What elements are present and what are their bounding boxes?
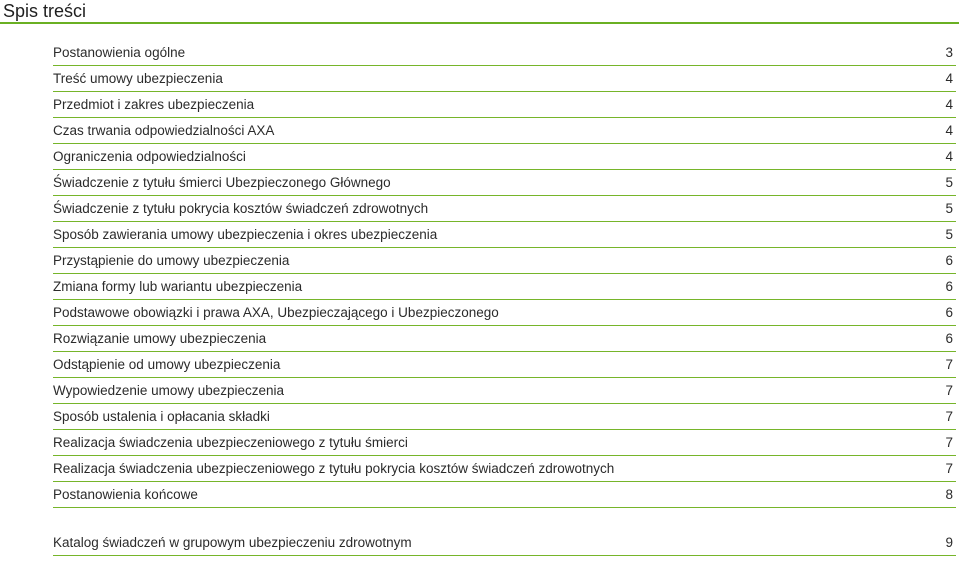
toc-entry-page: 3 bbox=[945, 45, 953, 60]
toc-entry-page: 4 bbox=[945, 97, 953, 112]
toc-entry-title: Postanowienia końcowe bbox=[53, 487, 198, 502]
toc-entry-title: Świadczenie z tytułu śmierci Ubezpieczonego Głównego bbox=[53, 175, 391, 190]
toc-entry-zmiana-formy[interactable] bbox=[53, 274, 956, 300]
toc-entry-page: 6 bbox=[945, 305, 953, 320]
toc-entry-title: Treść umowy ubezpieczenia bbox=[53, 71, 223, 86]
toc-entry-postanowienia-ogolne[interactable] bbox=[53, 40, 956, 66]
toc-entry-title: Podstawowe obowiązki i prawa AXA, Ubezpieczającego i Ubezpieczonego bbox=[53, 305, 499, 320]
toc-entry-title: Ograniczenia odpowiedzialności bbox=[53, 149, 246, 164]
table-of-contents-appendix bbox=[53, 530, 956, 556]
toc-entry-title: Odstąpienie od umowy ubezpieczenia bbox=[53, 357, 281, 372]
toc-entry-page: 5 bbox=[945, 227, 953, 242]
table-of-contents bbox=[53, 40, 956, 508]
toc-entry-title: Wypowiedzenie umowy ubezpieczenia bbox=[53, 383, 285, 398]
toc-entry-page: 4 bbox=[945, 149, 953, 164]
toc-entry-page: 7 bbox=[945, 357, 953, 372]
toc-entry-czas-trwania[interactable] bbox=[53, 118, 956, 144]
toc-entry-title: Czas trwania odpowiedzialności AXA bbox=[53, 123, 275, 138]
toc-entry-przedmiot-i-zakres[interactable] bbox=[53, 92, 956, 118]
toc-entry-postanowienia-koncowe[interactable] bbox=[53, 482, 956, 508]
toc-entry-page: 7 bbox=[945, 461, 953, 476]
toc-entry-wypowiedzenie[interactable] bbox=[53, 378, 956, 404]
toc-entry-title: Katalog świadczeń w grupowym ubezpieczeniu zdrowotnym bbox=[53, 535, 412, 550]
toc-entry-title: Realizacja świadczenia ubezpieczeniowego z tytułu śmierci bbox=[53, 435, 408, 450]
toc-entry-skladka[interactable] bbox=[53, 404, 956, 430]
toc-entry-rozwiazanie[interactable] bbox=[53, 326, 956, 352]
toc-entry-page: 6 bbox=[945, 331, 953, 346]
toc-entry-page: 5 bbox=[945, 201, 953, 216]
toc-entry-realizacja-kosztow[interactable] bbox=[53, 456, 956, 482]
toc-entry-sposob-zawierania[interactable] bbox=[53, 222, 956, 248]
toc-entry-ograniczenia[interactable] bbox=[53, 144, 956, 170]
toc-entry-title: Zmiana formy lub wariantu ubezpieczenia bbox=[53, 279, 303, 294]
toc-entry-title: Przedmiot i zakres ubezpieczenia bbox=[53, 97, 255, 112]
toc-entry-obowiazki-i-prawa[interactable] bbox=[53, 300, 956, 326]
toc-entry-swiadczenie-smierci[interactable] bbox=[53, 170, 956, 196]
toc-entry-realizacja-smierci[interactable] bbox=[53, 430, 956, 456]
toc-entry-page: 7 bbox=[945, 435, 953, 450]
toc-entry-odstapienie[interactable] bbox=[53, 352, 956, 378]
toc-entry-page: 9 bbox=[945, 535, 953, 550]
toc-entry-title: Przystąpienie do umowy ubezpieczenia bbox=[53, 253, 290, 268]
toc-entry-page: 4 bbox=[945, 123, 953, 138]
toc-entry-page: 6 bbox=[945, 253, 953, 268]
toc-entry-page: 5 bbox=[945, 175, 953, 190]
toc-entry-title: Postanowienia ogólne bbox=[53, 45, 186, 60]
toc-entry-przystapienie[interactable] bbox=[53, 248, 956, 274]
toc-entry-page: 6 bbox=[945, 279, 953, 294]
toc-entry-katalog-swiadczen[interactable] bbox=[53, 530, 956, 556]
header bbox=[0, 0, 959, 24]
toc-entry-page: 4 bbox=[945, 71, 953, 86]
toc-entry-page: 7 bbox=[945, 409, 953, 424]
toc-entry-tresc-umowy[interactable] bbox=[53, 66, 956, 92]
toc-entry-title: Rozwiązanie umowy ubezpieczenia bbox=[53, 331, 267, 346]
toc-entry-page: 7 bbox=[945, 383, 953, 398]
page-title: Spis treści bbox=[3, 1, 87, 21]
toc-entry-title: Sposób zawierania umowy ubezpieczenia i okres ubezpieczenia bbox=[53, 227, 438, 242]
toc-entry-page: 8 bbox=[945, 487, 953, 502]
toc-entry-title: Realizacja świadczenia ubezpieczeniowego z tytułu pokrycia kosztów świadczeń zdrowotnych bbox=[53, 461, 615, 476]
toc-entry-title: Świadczenie z tytułu pokrycia kosztów świadczeń zdrowotnych bbox=[53, 201, 429, 216]
toc-entry-swiadczenie-kosztow[interactable] bbox=[53, 196, 956, 222]
toc-entry-title: Sposób ustalenia i opłacania składki bbox=[53, 409, 270, 424]
